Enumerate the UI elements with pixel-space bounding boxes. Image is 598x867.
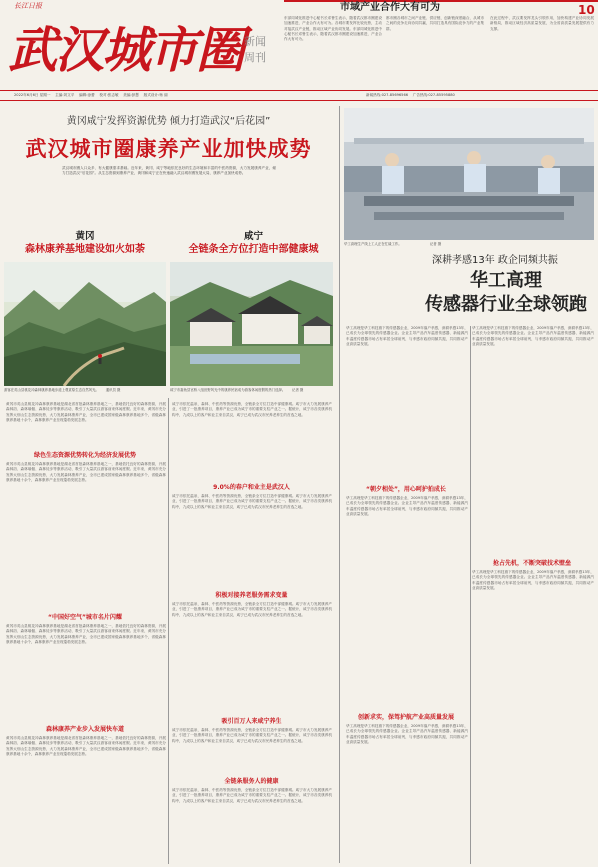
right-section-2: 抢占先机，不断突破技术壁垒: [492, 560, 571, 567]
right-story: [342, 106, 598, 867]
weekly-line1: 新闻: [244, 35, 266, 48]
xianning-label: 咸宁: [243, 231, 263, 242]
huanggang-section-1: 绿色生态资源优势转化为经济发展优势: [33, 452, 136, 459]
huanggang-section-2: “中国好空气”城市名片闪耀: [48, 614, 122, 621]
xianning-title: 全链条全方位打造中部健康城: [188, 244, 319, 255]
xianning-section-4: 全链条服务人的健康: [224, 778, 279, 785]
weekly-line2: 周刊: [244, 51, 266, 64]
info-bar-left: 2022年6月6日 星期一 主编:刘文平 编辑:涂蕾 校对:张志敏 美编:彭慧 版式设计:杨 丽: [14, 93, 168, 97]
xianning-text-5: 咸宁市依托温泉、森林、中医药等资源优势，全链条全方位打造中部健康城。咸宁市大力发展康养产业，引进了一批康养项目，康养产业已成为咸宁市的重要支柱产业之一。据统计，咸宁市各类康养机构中，九成以上的客户和业主来自武汉，咸宁已成为武汉市民养老养生的首选之地。: [172, 788, 332, 803]
right-column-divider: [470, 326, 471, 864]
xianning-text-2: 咸宁市依托温泉、森林、中医药等资源优势，全链条全方位打造中部健康城。咸宁市大力发展康养产业，引进了一批康养项目，康养产业已成为咸宁市的重要支柱产业之一。据统计，咸宁市各类康养机构中，九成以上的客户和业主来自武汉，咸宁已成为武汉市民养老养生的首选之地。: [172, 494, 332, 509]
huanggang-title: 森林康养基地建设如火如荼: [25, 244, 145, 255]
xianning-photo-caption: 咸宁市嘉鱼县官桥八组田野风光中的康养民宿成为游客休闲度假的热门选择。 记者 摄: [170, 388, 304, 392]
xianning-section-2: 积极对接养老服务需求变量: [215, 592, 288, 599]
factory-photo: [344, 108, 594, 240]
xianning-resort-photo: [170, 262, 333, 386]
xianning-section-3: 吸引百万人来咸宁养生: [221, 718, 282, 725]
right-text-5: 华工高理是华工科技旗下的传感器企业，2009年落户孝感，深耕孝感13年，已成长为全球领先的传感器企业。企业主导产品汽车温度传感器、新能源汽车温度传感器市场占有率居全球前列，与孝感市政府同频共振，共同推动产业高质量发展。: [472, 570, 594, 590]
page-divider: [339, 106, 340, 863]
right-text-2: 华工高理是华工科技旗下的传感器企业，2009年落户孝感，深耕孝感13年，已成长为全球领先的传感器企业。企业主导产品汽车温度传感器、新能源汽车温度传感器市场占有率居全球前列，与孝感市政府同频共振，共同推动产业高质量发展。: [346, 496, 468, 516]
main-headline: 武汉城市圈康养产业加快成势: [25, 137, 312, 161]
xianning-text-3: 咸宁市依托温泉、森林、中医药等资源优势，全链条全方位打造中部健康城。咸宁市大力发展康养产业，引进了一批康养项目，康养产业已成为咸宁市的重要支柱产业之一。据统计，咸宁市各类康养机构中，九成以上的客户和业主来自武汉，咸宁已成为武汉市民养老养生的首选之地。: [172, 602, 332, 617]
page-title: 武汉城市圈: [8, 21, 244, 79]
huanggang-label: 黄冈: [75, 231, 95, 242]
right-headline-2: 传感器行业全球领跑: [425, 294, 587, 315]
top-lead-col1: 东部同城化推进中心秘书长邓鲁生表示，随着武汉都市圈建设加速推进，产业合作大有可为。各城市要发挥比较优势，主动对接武汉产业链，推动区域产业协同发展。东部同城化推进中心秘书长邓鲁生表示，随着武汉都市圈建设加速推进，产业合作大有可为。: [284, 16, 382, 42]
info-bar: [0, 90, 598, 101]
page-number: 10: [578, 3, 595, 17]
right-text-1: 华工高理是华工科技旗下的传感器企业，2009年落户孝感，深耕孝感13年，已成长为全球领先的传感器企业。企业主导产品汽车温度传感器、新能源汽车温度传感器市场占有率居全球前列，与孝感市政府同频共振，共同推动产业高质量发展。: [346, 326, 468, 346]
xianning-text-1: 咸宁市依托温泉、森林、中医药等资源优势，全链条全方位打造中部健康城。咸宁市大力发展康养产业，引进了一批康养项目，康养产业已成为咸宁市的重要支柱产业之一。据统计，咸宁市各类康养机构中，九成以上的客户和业主来自武汉，咸宁已成为武汉市民养老养生的首选之地。: [172, 402, 332, 417]
top-lead-col2: 都市圈各城市之间产业链、供应链、创新链深度融合，从城市之间的竞争走向协同共赢，共同打造具有国际竞争力的产业集群。: [386, 16, 484, 31]
huanggang-text-4: 黄冈市英山县桃花冲森林康养基地是湖北省首批森林康养基地之一，基地依托良好的森林资源，开展森林浴、森林瑜伽、森林徒步等康养活动，吸引了大量武汉游客前来休闲度假。近年来，黄冈市充分发挥大别山生态资源优势，大力发展森林康养产业，全市已建成国家级森林康养基地多个，省级森林康养基地十余个，森林康养产业呈现蓬勃发展态势。: [6, 736, 166, 756]
huanggang-text-3: 黄冈市英山县桃花冲森林康养基地是湖北省首批森林康养基地之一，基地依托良好的森林资源，开展森林浴、森林瑜伽、森林徒步等康养活动，吸引了大量武汉游客前来休闲度假。近年来，黄冈市充分发挥大别山生态资源优势，大力发展森林康养产业，全市已建成国家级森林康养基地多个，省级森林康养基地十余个，森林康养产业呈现蓬勃发展态势。: [6, 624, 166, 644]
right-text-4: 华工高理是华工科技旗下的传感器企业，2009年落户孝感，深耕孝感13年，已成长为全球领先的传感器企业。企业主导产品汽车温度传感器、新能源汽车温度传感器市场占有率居全球前列，与孝感市政府同频共振，共同推动产业高质量发展。: [472, 326, 594, 346]
right-kicker: 深耕孝感13年 政企同频共振: [432, 255, 558, 266]
huanggang-text-1: 黄冈市英山县桃花冲森林康养基地是湖北省首批森林康养基地之一，基地依托良好的森林资源，开展森林浴、森林瑜伽、森林徒步等康养活动，吸引了大量武汉游客前来休闲度假。近年来，黄冈市充分发挥大别山生态资源优势，大力发展森林康养产业，全市已建成国家级森林康养基地多个，省级森林康养基地十余个，森林康养产业呈现蓬勃发展态势。: [6, 402, 166, 422]
huanggang-section-3: 森林康养产业步入发展快车道: [45, 726, 124, 733]
right-section-3: 创新求实，保驾护航产业高质量发展: [357, 714, 454, 721]
huanggang-forest-photo: [4, 262, 166, 386]
info-bar-right: 新闻热线:027-85696566 广告热线:027-85595880: [366, 93, 455, 97]
main-lead: 武汉城市圈人口众多、有大健康需求基础。近年来，黄冈、咸宁等地依托良好的生态环境和丰富的中医药资源，大力发展康养产业，倾力打造武汉“后花园”。从生态资源到康养产业，黄冈和咸宁正在快速融入武汉城市圈发展大局，康养产业加快成势。: [62, 166, 276, 176]
right-headline-1: 华工高理: [470, 270, 542, 291]
xianning-section-1: 9.0%的春户和业主是武汉人: [213, 484, 290, 491]
weekly-label: [244, 34, 272, 68]
masthead: [0, 0, 598, 100]
column-divider: [168, 398, 169, 864]
paper-logo: 长江日报: [14, 2, 42, 10]
huanggang-photo-caption: 游客在英山县桃花冲森林康养基地步道上观赏原生态自然风光。 通讯员 摄: [4, 388, 121, 392]
top-lead-col3: 在此过程中，武汉要发挥龙头引领作用，加快构建产业协同发展新格局，推动区域经济高质量发展，为全省高质量发展提供有力支撑。: [490, 16, 594, 31]
right-section-1: “朝夕相处”，用心呵护拍成长: [366, 486, 446, 493]
huanggang-text-2: 黄冈市英山县桃花冲森林康养基地是湖北省首批森林康养基地之一，基地依托良好的森林资源，开展森林浴、森林瑜伽、森林徒步等康养活动，吸引了大量武汉游客前来休闲度假。近年来，黄冈市充分发挥大别山生态资源优势，大力发展森林康养产业，全市已建成国家级森林康养基地多个，省级森林康养基地十余个，森林康养产业呈现蓬勃发展态势。: [6, 462, 166, 482]
main-feature: [0, 106, 337, 867]
factory-photo-caption: 华工高理生产线上工人正在忙碌工作。 记者 摄: [344, 242, 442, 246]
main-kicker: 黄冈咸宁发挥资源优势 倾力打造武汉“后花园”: [66, 116, 271, 127]
section-title: 市域产业合作大有可为: [340, 2, 440, 13]
xianning-text-4: 咸宁市依托温泉、森林、中医药等资源优势，全链条全方位打造中部健康城。咸宁市大力发展康养产业，引进了一批康养项目，康养产业已成为咸宁市的重要支柱产业之一。据统计，咸宁市各类康养机构中，九成以上的客户和业主来自武汉，咸宁已成为武汉市民养老养生的首选之地。: [172, 728, 332, 743]
right-text-3: 华工高理是华工科技旗下的传感器企业，2009年落户孝感，深耕孝感13年，已成长为全球领先的传感器企业。企业主导产品汽车温度传感器、新能源汽车温度传感器市场占有率居全球前列，与孝感市政府同频共振，共同推动产业高质量发展。: [346, 724, 468, 744]
